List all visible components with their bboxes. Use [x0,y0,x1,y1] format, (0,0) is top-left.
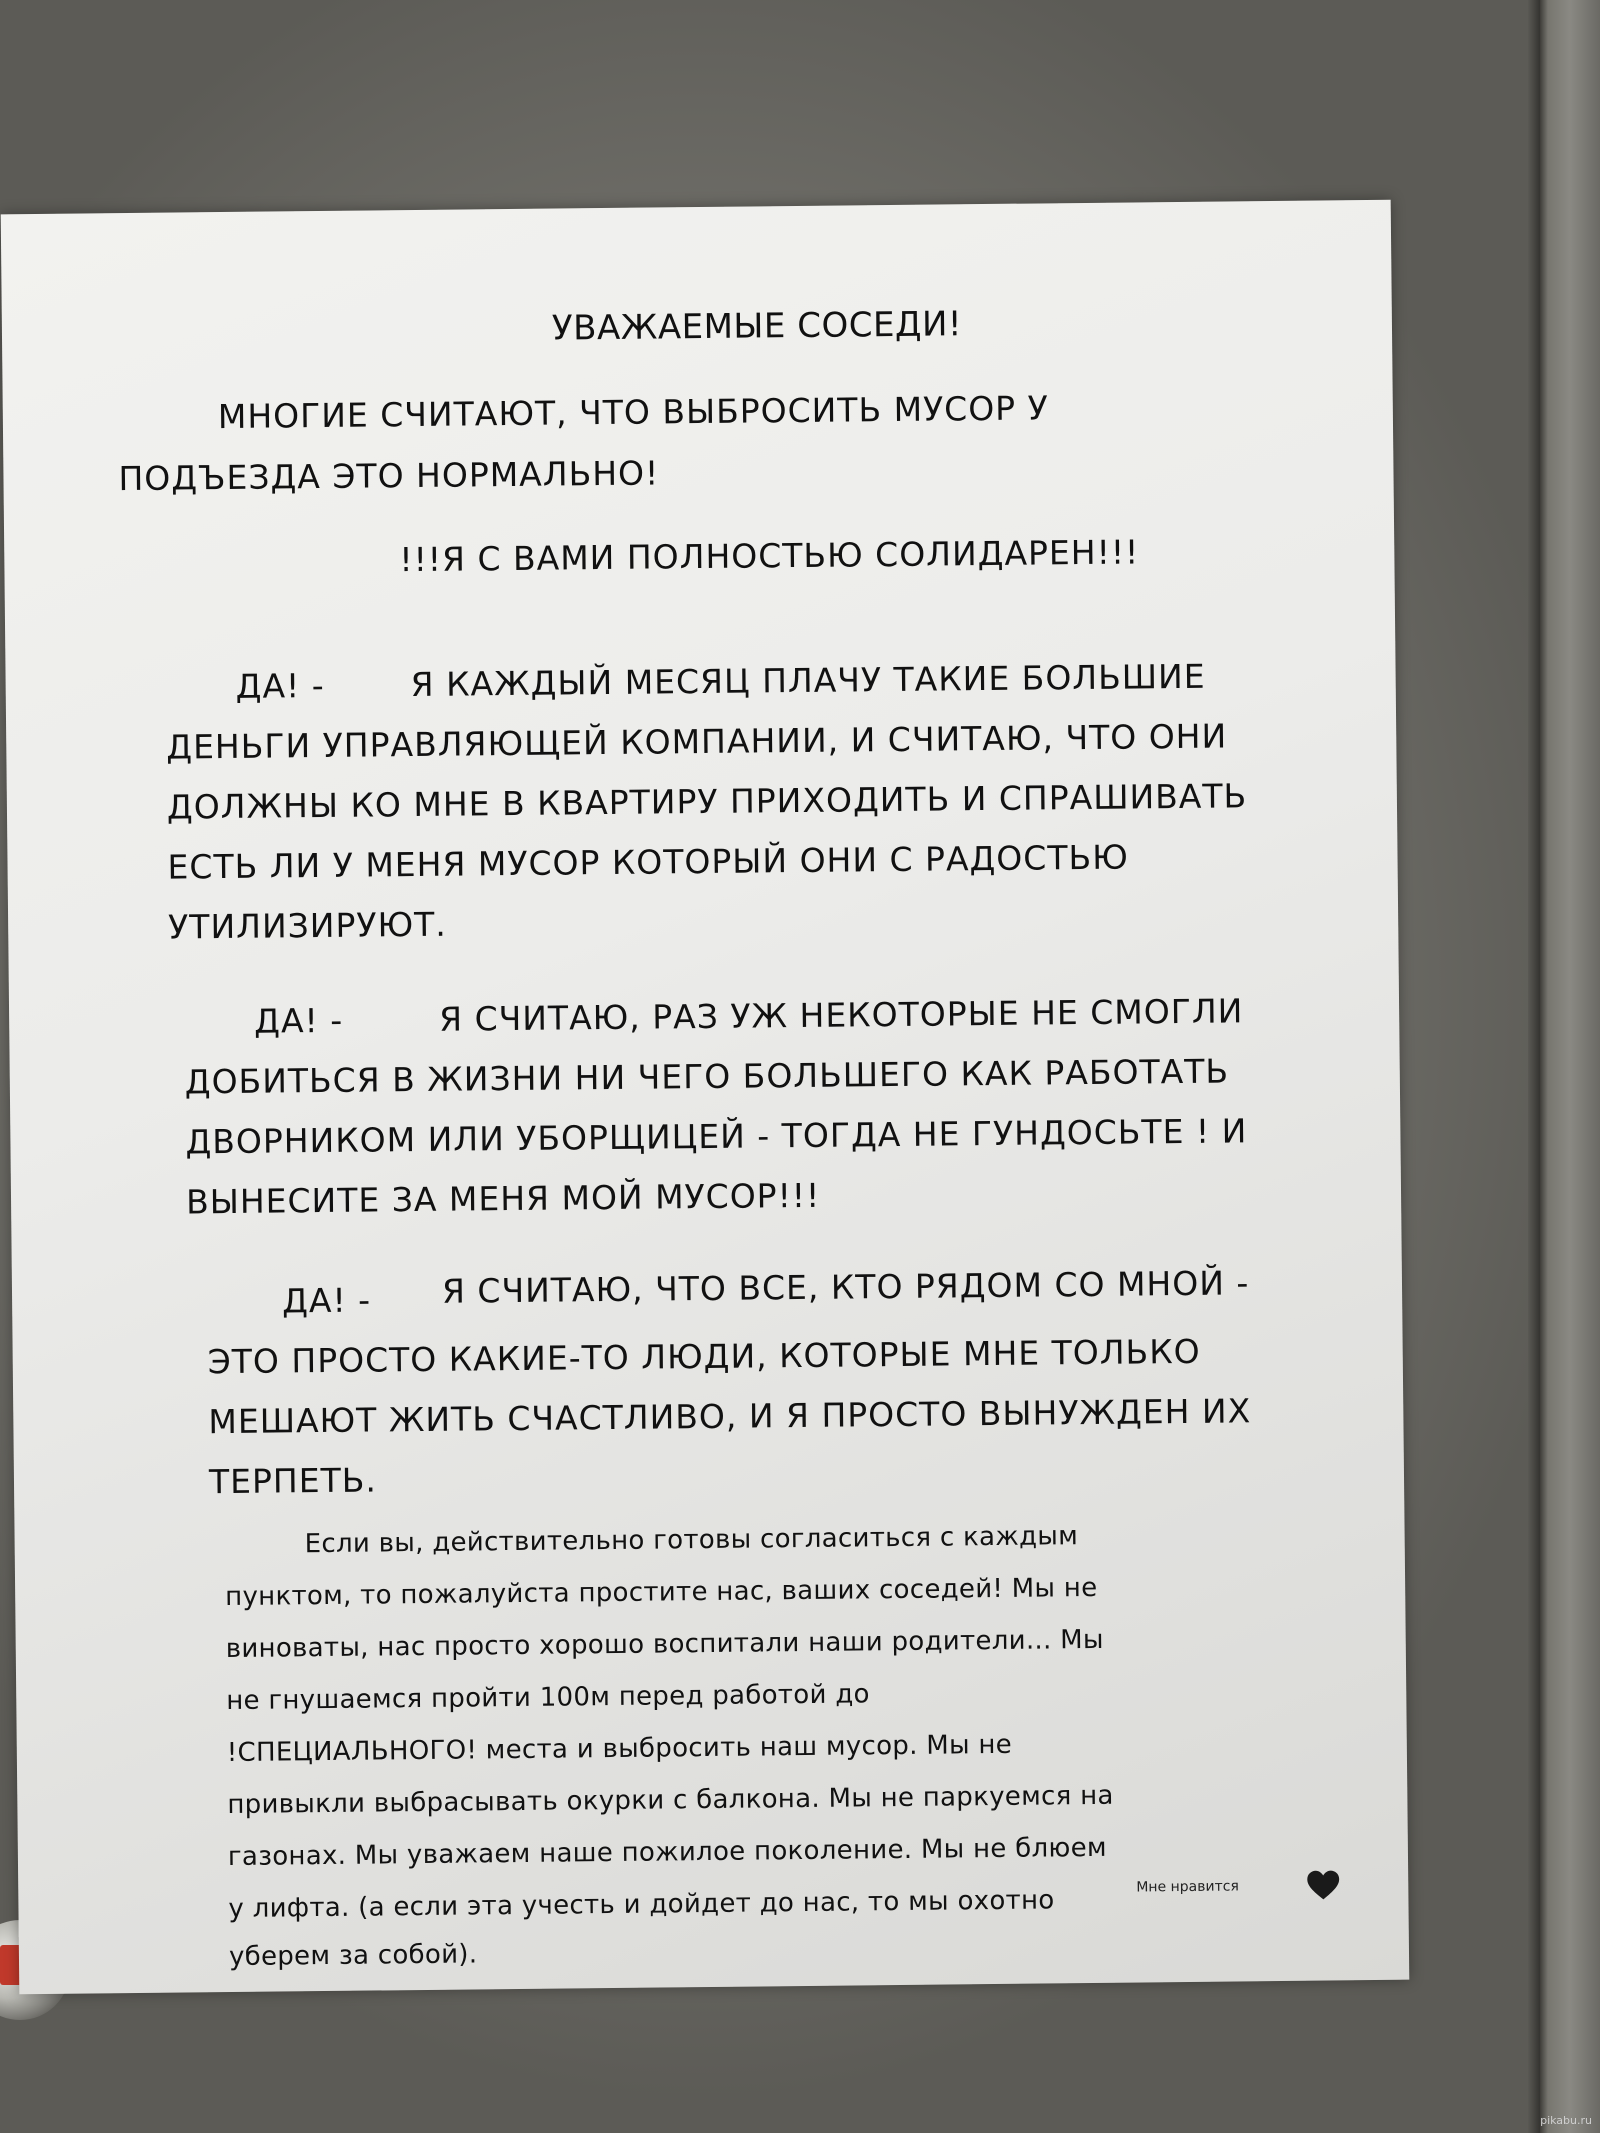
point-line: Я КАЖДЫЙ МЕСЯЦ ПЛАЧУ ТАКИЕ БОЛЬШИЕ [410,656,1206,705]
closing-line: у лифта. (а если эта учесть и дойдет до нас, то мы охотно [228,1885,1055,1925]
closing-line: виноваты, нас просто хорошо воспитали наши родители... Мы [225,1624,1104,1665]
closing-line: Если вы, действительно готовы согласиться с каждым [304,1521,1079,1560]
closing-line: привыкли выбрасывать окурки с балкона. Мы не паркуемся на [227,1780,1114,1821]
point-line: Я СЧИТАЮ, РАЗ УЖ НЕКОТОРЫЕ НЕ СМОГЛИ [438,991,1244,1039]
point-line: МЕШАЮТ ЖИТЬ СЧАСТЛИВО, И Я ПРОСТО ВЫНУЖДЕН ИХ [208,1391,1252,1442]
closing-line: !СПЕЦИАЛЬНОГО! места и выбросить наш мусор. Мы не [226,1729,1013,1769]
point-prefix: ДА! - [235,665,325,706]
point-line: ДЕНЬГИ УПРАВЛЯЮЩЕЙ КОМПАНИИ, И СЧИТАЮ, ЧТО ОНИ [166,716,1228,767]
point-prefix: ДА! - [281,1280,372,1321]
point-line: УТИЛИЗИРУЮТ. [167,904,447,947]
notice-sheet [1,200,1410,1994]
heart-icon [1306,1868,1340,1902]
notice-title: УВАЖАЕМЫЕ СОСЕДИ! [551,304,963,349]
solidarity-line: !!!Я С ВАМИ ПОЛНОСТЬЮ СОЛИДАРЕН!!! [399,532,1140,580]
notice-text [1,200,1410,1994]
point-line: ВЫНЕСИТЕ ЗА МЕНЯ МОЙ МУСОР!!! [185,1175,821,1222]
point-line: ЕСТЬ ЛИ У МЕНЯ МУСОР КОТОРЫЙ ОНИ С РАДОСТЬЮ [167,837,1129,887]
intro-line: МНОГИЕ СЧИТАЮТ, ЧТО ВЫБРОСИТЬ МУСОР У [217,388,1049,437]
point-line: ДВОРНИКОМ ИЛИ УБОРЩИЦЕЙ - ТОГДА НЕ ГУНДОСЬТЕ ! И [185,1111,1248,1162]
closing-line: пунктом, то пожалуйста простите нас, ваших соседей! Мы не [225,1572,1098,1613]
closing-line: уберем за собой). [228,1939,478,1973]
like-label: Мне нравится [1136,1878,1239,1896]
point-line: ЭТО ПРОСТО КАКИЕ-ТО ЛЮДИ, КОТОРЫЕ МНЕ ТОЛЬКО [207,1331,1201,1382]
closing-line: газонах. Мы уважаем наше пожилое поколение. Мы не блюем [227,1832,1108,1873]
point-line: ДОБИТЬСЯ В ЖИЗНИ НИ ЧЕГО БОЛЬШЕГО КАК РАБОТАТЬ [184,1051,1230,1102]
point-line: ДОЛЖНЫ КО МНЕ В КВАРТИРУ ПРИХОДИТЬ И СПРАШИВАТЬ [166,776,1248,827]
intro-line: ПОДЪЕЗДА ЭТО НОРМАЛЬНО! [118,453,660,499]
door-frame [1540,0,1600,2133]
point-prefix: ДА! - [253,1000,344,1041]
closing-line: не гнушаемся пройти 100м перед работой до [226,1679,870,1717]
watermark: pikabu.ru [1540,2114,1592,2127]
point-line: ТЕРПЕТЬ. [208,1460,378,1502]
point-line: Я СЧИТАЮ, ЧТО ВСЕ, КТО РЯДОМ СО МНОЙ - [441,1263,1250,1311]
